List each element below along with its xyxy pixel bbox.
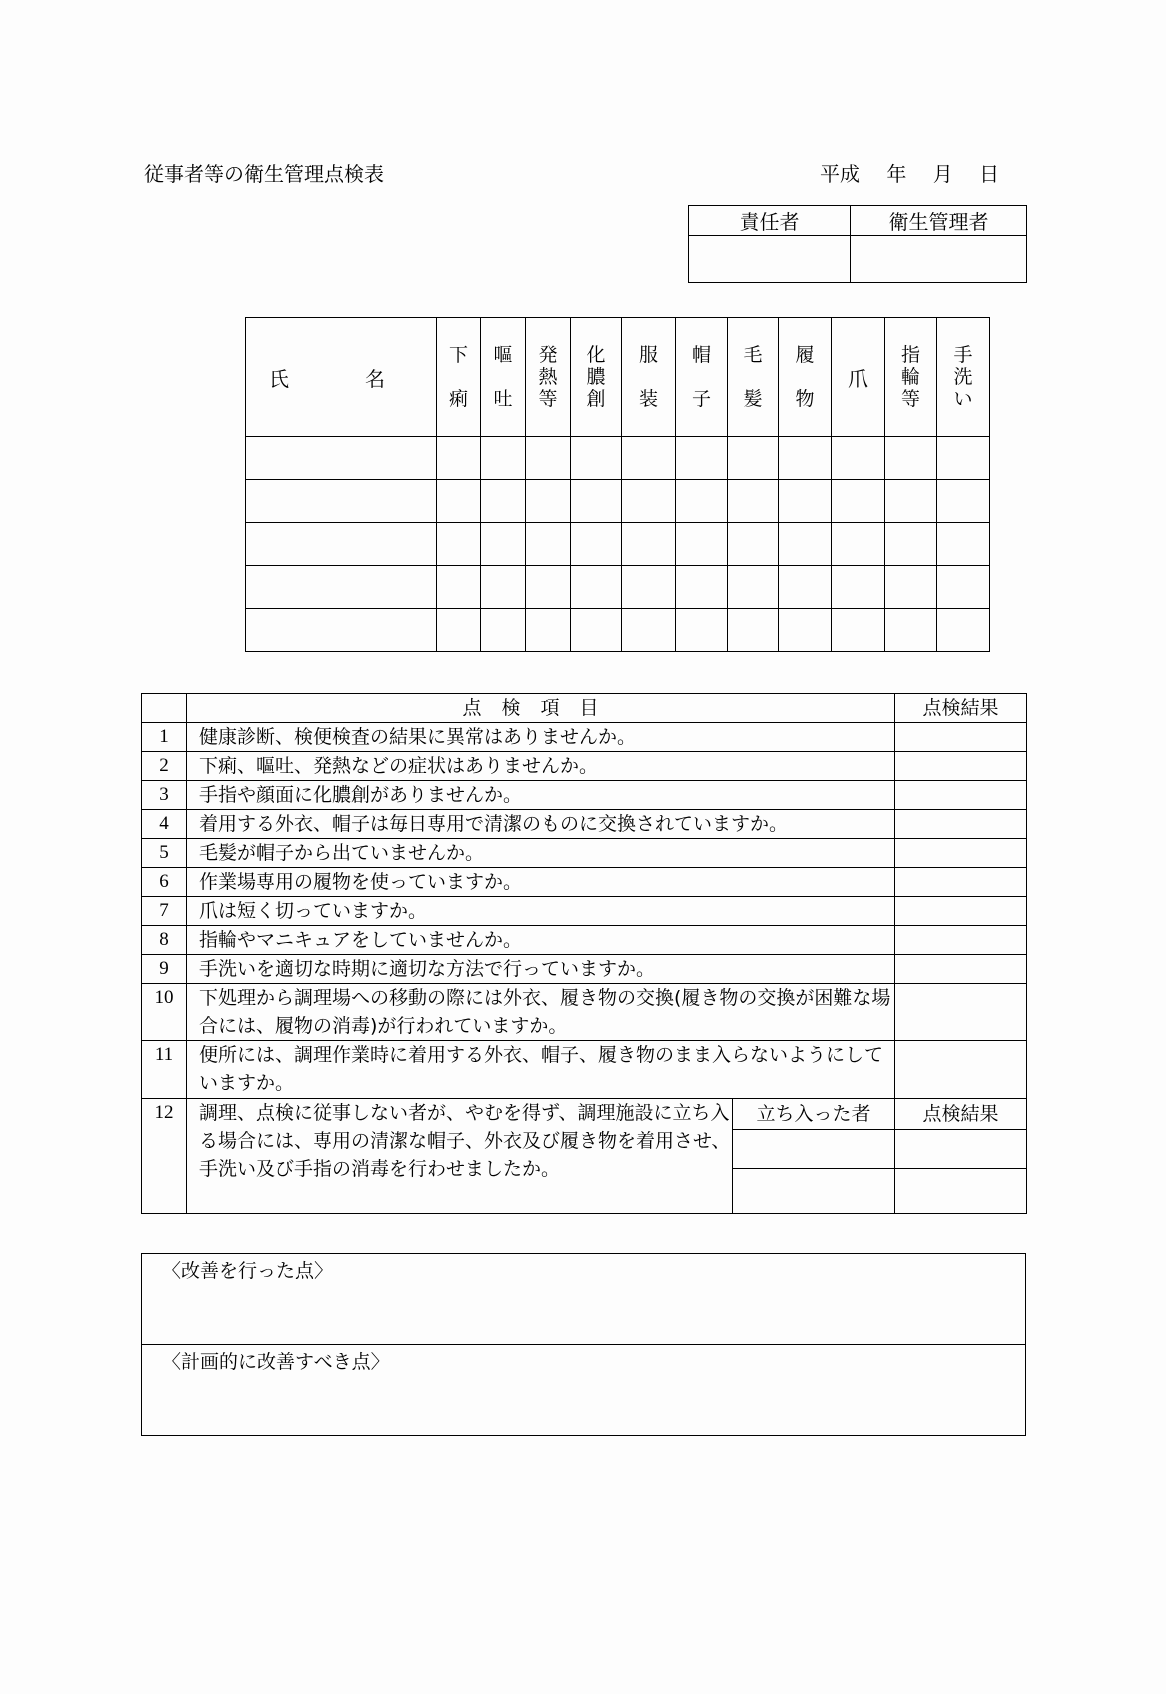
result-cell[interactable] [895, 781, 1027, 810]
name-cell[interactable] [246, 566, 437, 609]
item-number: 12 [142, 1099, 187, 1214]
result-cell[interactable] [895, 752, 1027, 781]
check-cell[interactable] [728, 480, 779, 523]
check-cell[interactable] [481, 480, 526, 523]
check-cell[interactable] [571, 566, 622, 609]
check-cell[interactable] [676, 609, 728, 652]
check-cell[interactable] [937, 609, 990, 652]
col-label: 服装 [638, 344, 658, 410]
check-cell[interactable] [832, 480, 885, 523]
result-cell[interactable] [895, 984, 1027, 1041]
item-text: 健康診断、検便検査の結果に異常はありませんか。 [187, 723, 895, 752]
improved-points-field[interactable] [142, 1254, 1026, 1345]
item-number: 5 [142, 839, 187, 868]
check-cell[interactable] [832, 609, 885, 652]
check-cell[interactable] [481, 437, 526, 480]
check-cell[interactable] [526, 566, 571, 609]
check-cell[interactable] [676, 480, 728, 523]
check-cell[interactable] [526, 609, 571, 652]
item-text: 毛髪が帽子から出ていませんか。 [187, 839, 895, 868]
check-cell[interactable] [779, 480, 832, 523]
employee-row [246, 523, 990, 566]
item-number: 9 [142, 955, 187, 984]
checklist-row-12 [142, 1099, 1027, 1130]
check-cell[interactable] [437, 566, 481, 609]
employee-health-table [245, 317, 990, 652]
checklist-row [142, 839, 1027, 868]
col-label: 下痢 [448, 344, 468, 410]
check-cell[interactable] [622, 566, 676, 609]
col-label: 毛髪 [743, 344, 763, 410]
col-vomiting [481, 318, 526, 437]
employee-row [246, 437, 990, 480]
name-cell[interactable] [246, 523, 437, 566]
name-cell[interactable] [246, 437, 437, 480]
col-fever [526, 318, 571, 437]
result-cell[interactable] [895, 723, 1027, 752]
item-number: 7 [142, 897, 187, 926]
check-cell[interactable] [481, 566, 526, 609]
number-header [142, 694, 187, 723]
responsible-person-sign-field[interactable] [689, 236, 851, 283]
result-cell[interactable] [895, 868, 1027, 897]
document-title: 従事者等の衛生管理点検表 [144, 162, 384, 186]
visitor-cell[interactable] [733, 1130, 895, 1169]
col-label: 手洗い [953, 344, 973, 410]
check-cell[interactable] [526, 523, 571, 566]
checklist-row [142, 810, 1027, 839]
check-cell[interactable] [832, 437, 885, 480]
item-number: 11 [142, 1041, 187, 1099]
responsible-person-header: 責任者 [689, 206, 851, 236]
check-cell[interactable] [937, 566, 990, 609]
check-cell[interactable] [437, 523, 481, 566]
check-cell[interactable] [728, 437, 779, 480]
col-footwear [779, 318, 832, 437]
result-cell[interactable] [895, 1041, 1027, 1099]
check-cell[interactable] [937, 480, 990, 523]
check-cell[interactable] [728, 609, 779, 652]
visitor-cell[interactable] [733, 1169, 895, 1214]
check-cell[interactable] [885, 523, 937, 566]
name-cell[interactable] [246, 480, 437, 523]
visitor-result-cell[interactable] [895, 1130, 1027, 1169]
check-cell[interactable] [622, 480, 676, 523]
item-text: 指輪やマニキュアをしていませんか。 [187, 926, 895, 955]
inspection-checklist-table [141, 693, 1027, 1214]
checklist-row [142, 897, 1027, 926]
check-cell[interactable] [832, 566, 885, 609]
result-cell[interactable] [895, 955, 1027, 984]
col-label: 爪 [848, 366, 868, 391]
checklist-row [142, 955, 1027, 984]
check-cell[interactable] [885, 566, 937, 609]
check-cell[interactable] [437, 437, 481, 480]
checklist-row [142, 926, 1027, 955]
col-nails [832, 318, 885, 437]
check-cell[interactable] [481, 523, 526, 566]
check-cell[interactable] [526, 480, 571, 523]
planned-improvements-field[interactable] [142, 1345, 1026, 1436]
item-text: 下痢、嘔吐、発熱などの症状はありませんか。 [187, 752, 895, 781]
result-cell[interactable] [895, 926, 1027, 955]
item-text: 爪は短く切っていますか。 [187, 897, 895, 926]
check-cell[interactable] [526, 437, 571, 480]
col-label: 帽子 [691, 344, 711, 410]
hygiene-manager-header: 衛生管理者 [851, 206, 1027, 236]
result-cell[interactable] [895, 810, 1027, 839]
check-cell[interactable] [676, 523, 728, 566]
check-cell[interactable] [622, 609, 676, 652]
col-label: 発熱等 [538, 344, 558, 410]
checklist-row [142, 781, 1027, 810]
name-cell[interactable] [246, 609, 437, 652]
check-cell[interactable] [481, 609, 526, 652]
inspection-item-header: 点検項目 [187, 694, 895, 723]
item-number: 1 [142, 723, 187, 752]
check-cell[interactable] [622, 523, 676, 566]
check-cell[interactable] [728, 566, 779, 609]
hygiene-manager-sign-field[interactable] [851, 236, 1027, 283]
health-header-row [246, 318, 990, 437]
name-column-header: 氏 名 [246, 318, 437, 437]
signature-table [688, 205, 1027, 283]
planned-improvements-label: 〈計画的に改善すべき点〉 [162, 1351, 390, 1373]
check-cell[interactable] [885, 437, 937, 480]
item-number: 8 [142, 926, 187, 955]
checklist-header-row [142, 694, 1027, 723]
improved-points-label: 〈改善を行った点〉 [162, 1260, 334, 1282]
item-number: 6 [142, 868, 187, 897]
col-label: 履物 [795, 344, 815, 410]
item-text: 作業場専用の履物を使っていますか。 [187, 868, 895, 897]
check-cell[interactable] [937, 523, 990, 566]
check-cell[interactable] [779, 566, 832, 609]
item-text: 調理、点検に従事しない者が、やむを得ず、調理施設に立ち入る場合には、専用の清潔な帽子、外衣及び履き物を着用させ、手洗い及び手指の消毒を行わせましたか。 [187, 1099, 733, 1214]
col-cap [676, 318, 728, 437]
check-cell[interactable] [676, 437, 728, 480]
item-text: 手洗いを適切な時期に適切な方法で行っていますか。 [187, 955, 895, 984]
check-cell[interactable] [885, 480, 937, 523]
item-text: 手指や顔面に化膿創がありませんか。 [187, 781, 895, 810]
employee-row [246, 566, 990, 609]
item-text: 下処理から調理場への移動の際には外衣、履き物の交換(履き物の交換が困難な場合には、履物の消毒)が行われていますか。 [187, 984, 895, 1041]
inspection-result-header: 点検結果 [895, 694, 1027, 723]
check-cell[interactable] [571, 523, 622, 566]
item-number: 4 [142, 810, 187, 839]
check-cell[interactable] [885, 609, 937, 652]
checklist-row [142, 723, 1027, 752]
check-cell[interactable] [437, 609, 481, 652]
employee-row [246, 480, 990, 523]
employee-row [246, 609, 990, 652]
col-label: 指輪等 [900, 344, 920, 410]
col-label: 嘔吐 [493, 344, 513, 410]
col-wounds [571, 318, 622, 437]
visitor-result-header: 点検結果 [895, 1099, 1027, 1130]
check-cell[interactable] [937, 437, 990, 480]
check-cell[interactable] [779, 437, 832, 480]
check-cell[interactable] [832, 523, 885, 566]
item-text: 着用する外衣、帽子は毎日専用で清潔のものに交換されていますか。 [187, 810, 895, 839]
col-handwash [937, 318, 990, 437]
check-cell[interactable] [571, 609, 622, 652]
check-cell[interactable] [571, 437, 622, 480]
item-number: 10 [142, 984, 187, 1041]
item-number: 2 [142, 752, 187, 781]
check-cell[interactable] [437, 480, 481, 523]
visitor-header: 立ち入った者 [733, 1099, 895, 1130]
check-cell[interactable] [622, 437, 676, 480]
col-rings [885, 318, 937, 437]
col-label: 化膿創 [586, 344, 606, 410]
checklist-row [142, 868, 1027, 897]
result-cell[interactable] [895, 839, 1027, 868]
item-number: 3 [142, 781, 187, 810]
check-cell[interactable] [728, 523, 779, 566]
checklist-row [142, 984, 1027, 1041]
check-cell[interactable] [571, 480, 622, 523]
visitor-result-cell[interactable] [895, 1169, 1027, 1214]
col-hair [728, 318, 779, 437]
checklist-row [142, 1041, 1027, 1099]
result-cell[interactable] [895, 897, 1027, 926]
improvement-notes-table [141, 1253, 1026, 1436]
col-diarrhea [437, 318, 481, 437]
check-cell[interactable] [779, 609, 832, 652]
item-text: 便所には、調理作業時に着用する外衣、帽子、履き物のまま入らないようにしていますか。 [187, 1041, 895, 1099]
check-cell[interactable] [779, 523, 832, 566]
date-field[interactable]: 平成 年 月 日 [820, 162, 1000, 186]
col-clothing [622, 318, 676, 437]
checklist-row [142, 752, 1027, 781]
check-cell[interactable] [676, 566, 728, 609]
